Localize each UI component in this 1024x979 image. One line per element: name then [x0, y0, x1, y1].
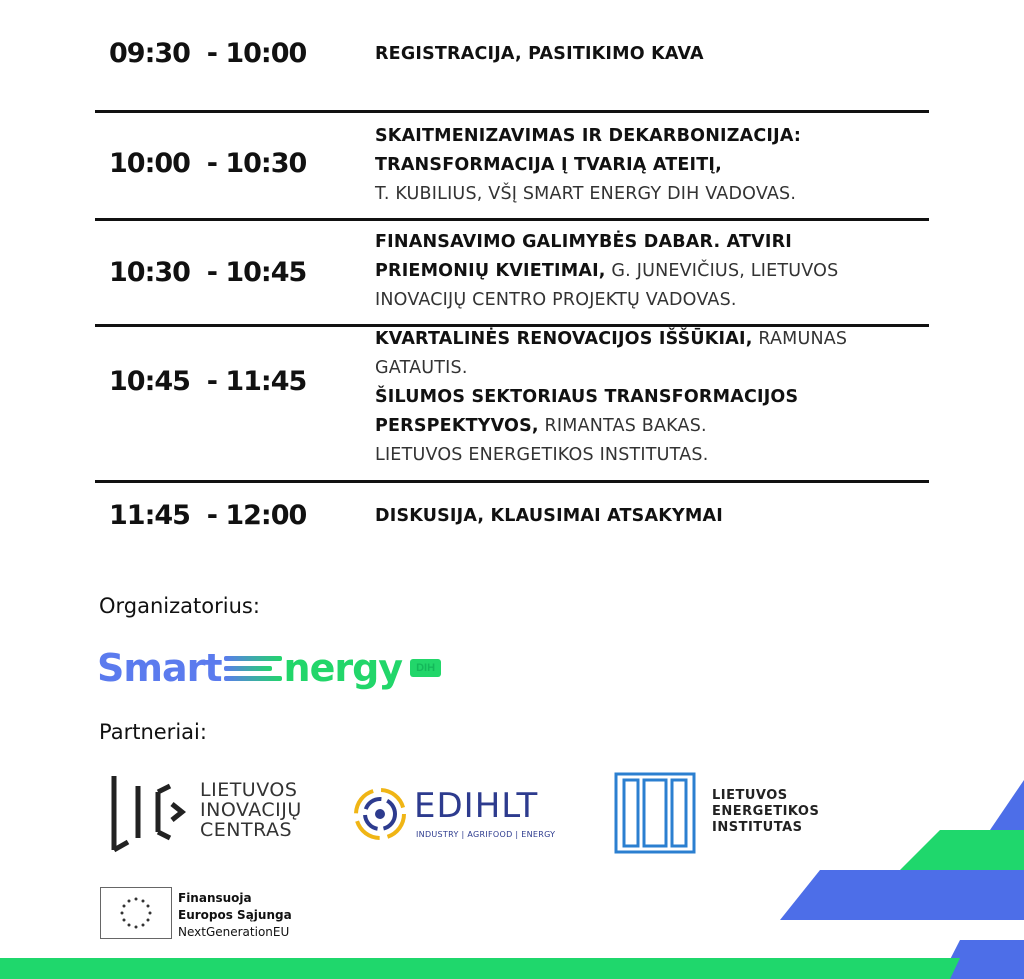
lei-line: LIETUVOS: [712, 788, 788, 803]
logo-smart-text: Smart: [97, 646, 222, 690]
agenda-speaker: LIETUVOS ENERGETIKOS INSTITUTAS.: [375, 445, 709, 465]
eu-line: Finansuoja: [178, 891, 252, 905]
agenda-time: 10:00 - 10:30: [109, 148, 307, 179]
agenda-time: 11:45 - 12:00: [109, 500, 307, 531]
edih-name: EDIHLT: [414, 786, 539, 826]
agenda-speaker: RIMANTAS BAKAS.: [538, 416, 707, 436]
agenda-title: TRANSFORMACIJA Į TVARIĄ ATEITĮ,: [375, 155, 722, 175]
agenda-speaker: G. JUNEVIČIUS, LIETUVOS: [605, 261, 839, 281]
agenda-title: FINANSAVIMO GALIMYBĖS DABAR. ATVIRI: [375, 232, 793, 252]
edih-sectors: INDUSTRY | AGRIFOOD | ENERGY: [416, 830, 556, 839]
stripe-green: [900, 830, 1024, 870]
bottom-green-bar: [0, 958, 1024, 979]
eu-line: NextGenerationEU: [178, 925, 290, 939]
agenda-title: PRIEMONIŲ KVIETIMAI,: [375, 261, 606, 281]
logo-dih-badge: DIH: [410, 659, 441, 677]
organizer-label: Organizatorius:: [99, 594, 260, 618]
agenda-time: 10:30 - 10:45: [109, 257, 307, 288]
lei-line: ENERGETIKOS: [712, 804, 820, 819]
lic-line: INOVACIJŲ: [200, 799, 302, 821]
agenda-speaker: RAMUNAS: [752, 329, 848, 349]
lic-line: LIETUVOS: [200, 779, 298, 801]
agenda-title: ŠILUMOS SEKTORIAUS TRANSFORMACIJOS: [375, 387, 799, 407]
agenda-title: PERSPEKTYVOS,: [375, 416, 539, 436]
stripe-blue-mid: [780, 870, 1024, 920]
agenda-speaker: GATAUTIS.: [375, 358, 468, 378]
eu-line: Europos Sąjunga: [178, 908, 292, 922]
agenda-time: 09:30 - 10:00: [109, 38, 307, 69]
agenda-title: DISKUSIJA, KLAUSIMAI ATSAKYMAI: [375, 506, 723, 526]
agenda-title: KVARTALINĖS RENOVACIJOS IŠŠŪKIAI,: [375, 329, 753, 349]
partners-label: Partneriai:: [99, 720, 207, 744]
agenda-speaker: INOVACIJŲ CENTRO PROJEKTŲ VADOVAS.: [375, 290, 737, 310]
logo-nergy-text: nergy: [283, 646, 403, 690]
lei-line: INSTITUTAS: [712, 820, 803, 835]
agenda-speaker: T. KUBILIUS, VŠĮ SMART ENERGY DIH VADOVAS.: [375, 184, 797, 204]
agenda-title: REGISTRACIJA, PASITIKIMO KAVA: [375, 44, 704, 64]
agenda-title: SKAITMENIZAVIMAS IR DEKARBONIZACIJA:: [375, 126, 802, 146]
stripe-blue-top: [990, 780, 1024, 830]
lic-line: CENTRAS: [200, 819, 293, 841]
agenda-time: 10:45 - 11:45: [109, 366, 307, 397]
